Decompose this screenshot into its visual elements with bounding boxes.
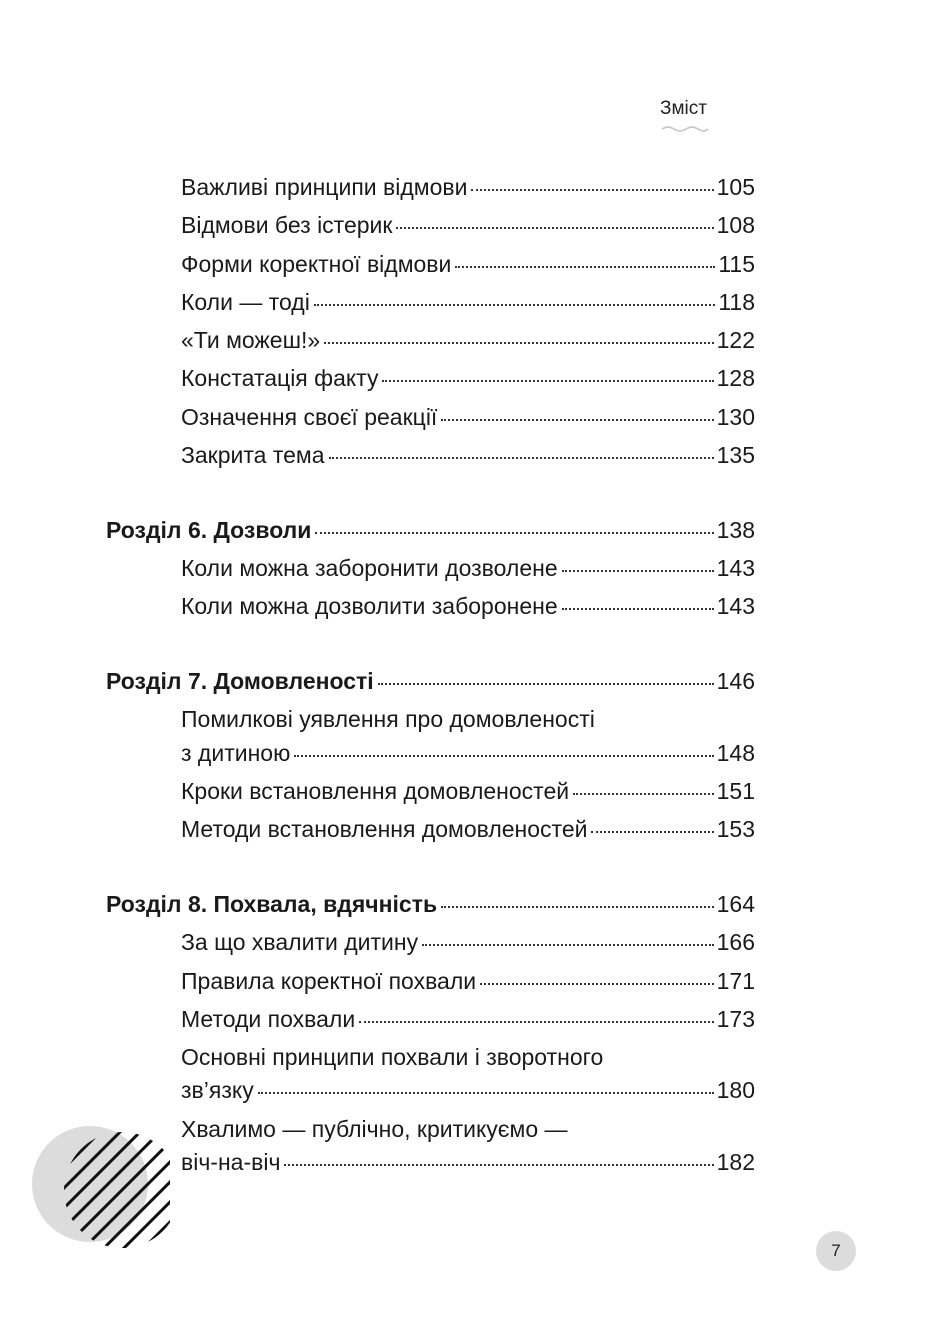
toc-entry-page: 151 [716, 778, 755, 804]
toc-chapter-title: Розділ 7. Домовленості [106, 668, 374, 694]
dot-leader [324, 342, 713, 344]
toc-chapter-page: 164 [716, 891, 755, 917]
toc-entry-page: 130 [716, 404, 755, 430]
toc-entry-page: 108 [716, 212, 755, 238]
toc-entry-title: За що хвалити дитину [181, 929, 419, 955]
toc-entry[interactable] [181, 250, 755, 278]
toc-entry[interactable] [181, 403, 755, 431]
toc-entry-title: Форми коректної відмови [181, 251, 452, 277]
toc-chapter[interactable] [106, 890, 755, 918]
toc-entry-title: Коли можна дозволити заборонене [181, 593, 558, 619]
toc-entry-title: «Ти можеш!» [181, 327, 321, 353]
dot-leader [359, 1021, 713, 1023]
toc-entry[interactable] [181, 211, 755, 239]
toc-chapter-title: Розділ 6. Дозволи [106, 517, 312, 543]
toc-entry-title: Коли можна заборонити дозволене [181, 555, 558, 581]
dot-leader [441, 419, 713, 421]
toc-entry-title: Методи встановлення домовленостей [181, 816, 588, 842]
toc-entry-page: 173 [716, 1006, 755, 1032]
toc-entry-page: 115 [718, 251, 755, 277]
toc-entry[interactable] [181, 592, 755, 620]
toc-entry-page: 143 [716, 555, 755, 581]
toc-entry-page: 153 [716, 816, 755, 842]
toc-entry-title: Означення своєї реакції [181, 404, 438, 430]
toc-entry[interactable] [181, 928, 755, 956]
toc-entry[interactable] [181, 1148, 755, 1176]
toc-entry-title: Коли — тоді [181, 289, 310, 315]
toc-entry-page: 118 [718, 289, 755, 315]
dot-leader [329, 457, 714, 459]
toc-chapter-page: 146 [716, 668, 755, 694]
toc-entry-page: 143 [716, 593, 755, 619]
dot-leader [315, 532, 713, 534]
toc-entry-first-line: Основні принципи похвали і зворотного [181, 1044, 604, 1070]
page-number-badge [816, 1231, 856, 1271]
toc-entry[interactable] [181, 364, 755, 392]
toc-entry-title: Констатація факту [181, 365, 379, 391]
toc-entry[interactable] [181, 326, 755, 354]
toc-entry[interactable] [181, 815, 755, 843]
toc-entry[interactable] [181, 967, 755, 995]
toc-chapter-title: Розділ 8. Похвала, вдячність [106, 891, 438, 917]
toc-entry-title: Закрита тема [181, 442, 325, 468]
dot-leader [480, 983, 714, 985]
toc-chapter[interactable] [106, 667, 755, 695]
toc-chapter-page: 138 [716, 517, 755, 543]
toc-entry-title: Важливі принципи відмови [181, 174, 468, 200]
dot-leader [258, 1092, 714, 1094]
toc-entry-page: 166 [716, 929, 755, 955]
dot-leader [441, 906, 714, 908]
dot-leader [455, 266, 715, 268]
dot-leader [284, 1164, 713, 1166]
toc-entry-title: віч-на-віч [181, 1149, 281, 1175]
dot-leader [422, 944, 714, 946]
toc-entry-title: Методи похвали [181, 1006, 356, 1032]
toc-entry-page: 171 [716, 968, 755, 994]
dot-leader [378, 683, 714, 685]
toc-entry[interactable] [181, 173, 755, 201]
toc-entry-page: 122 [716, 327, 755, 353]
running-head: Зміст [660, 98, 707, 119]
toc-entry-page: 128 [716, 365, 755, 391]
dot-leader [562, 608, 714, 610]
dot-leader [314, 304, 716, 306]
toc-entry-page: 180 [716, 1077, 755, 1103]
toc-entry-page: 182 [716, 1149, 755, 1175]
toc-entry[interactable] [181, 441, 755, 469]
toc-entry[interactable] [181, 777, 755, 805]
toc-entry[interactable] [181, 739, 755, 767]
toc-chapter[interactable] [106, 516, 755, 544]
dot-leader [382, 380, 713, 382]
page-number: 7 [831, 1241, 841, 1260]
toc-entry-first-line: Хвалимо — публічно, критикуємо — [181, 1116, 568, 1142]
toc-entry[interactable] [181, 1005, 755, 1033]
dot-leader [471, 189, 713, 191]
toc-entry[interactable] [181, 554, 755, 582]
dot-leader [573, 793, 714, 795]
toc-entry-title: Правила коректної похвали [181, 968, 477, 994]
dot-leader [294, 755, 713, 757]
dot-leader [396, 227, 713, 229]
toc-entry-title: з дитиною [181, 740, 291, 766]
toc-entry-page: 135 [716, 442, 755, 468]
toc-entry[interactable] [181, 1076, 755, 1104]
toc-entry-first-line: Помилкові уявлення про домовленості [181, 706, 595, 732]
toc-entry-title: зв’язку [181, 1077, 254, 1103]
toc-entry-page: 105 [716, 174, 755, 200]
toc-entry[interactable] [181, 288, 755, 316]
squiggle-ornament [660, 124, 710, 134]
striped-circle-ornament [30, 1122, 170, 1262]
dot-leader [591, 831, 713, 833]
dot-leader [562, 570, 714, 572]
toc-entry-page: 148 [716, 740, 755, 766]
toc-entry-title: Відмови без істерик [181, 212, 393, 238]
toc-entry-title: Кроки встановлення домовленостей [181, 778, 570, 804]
